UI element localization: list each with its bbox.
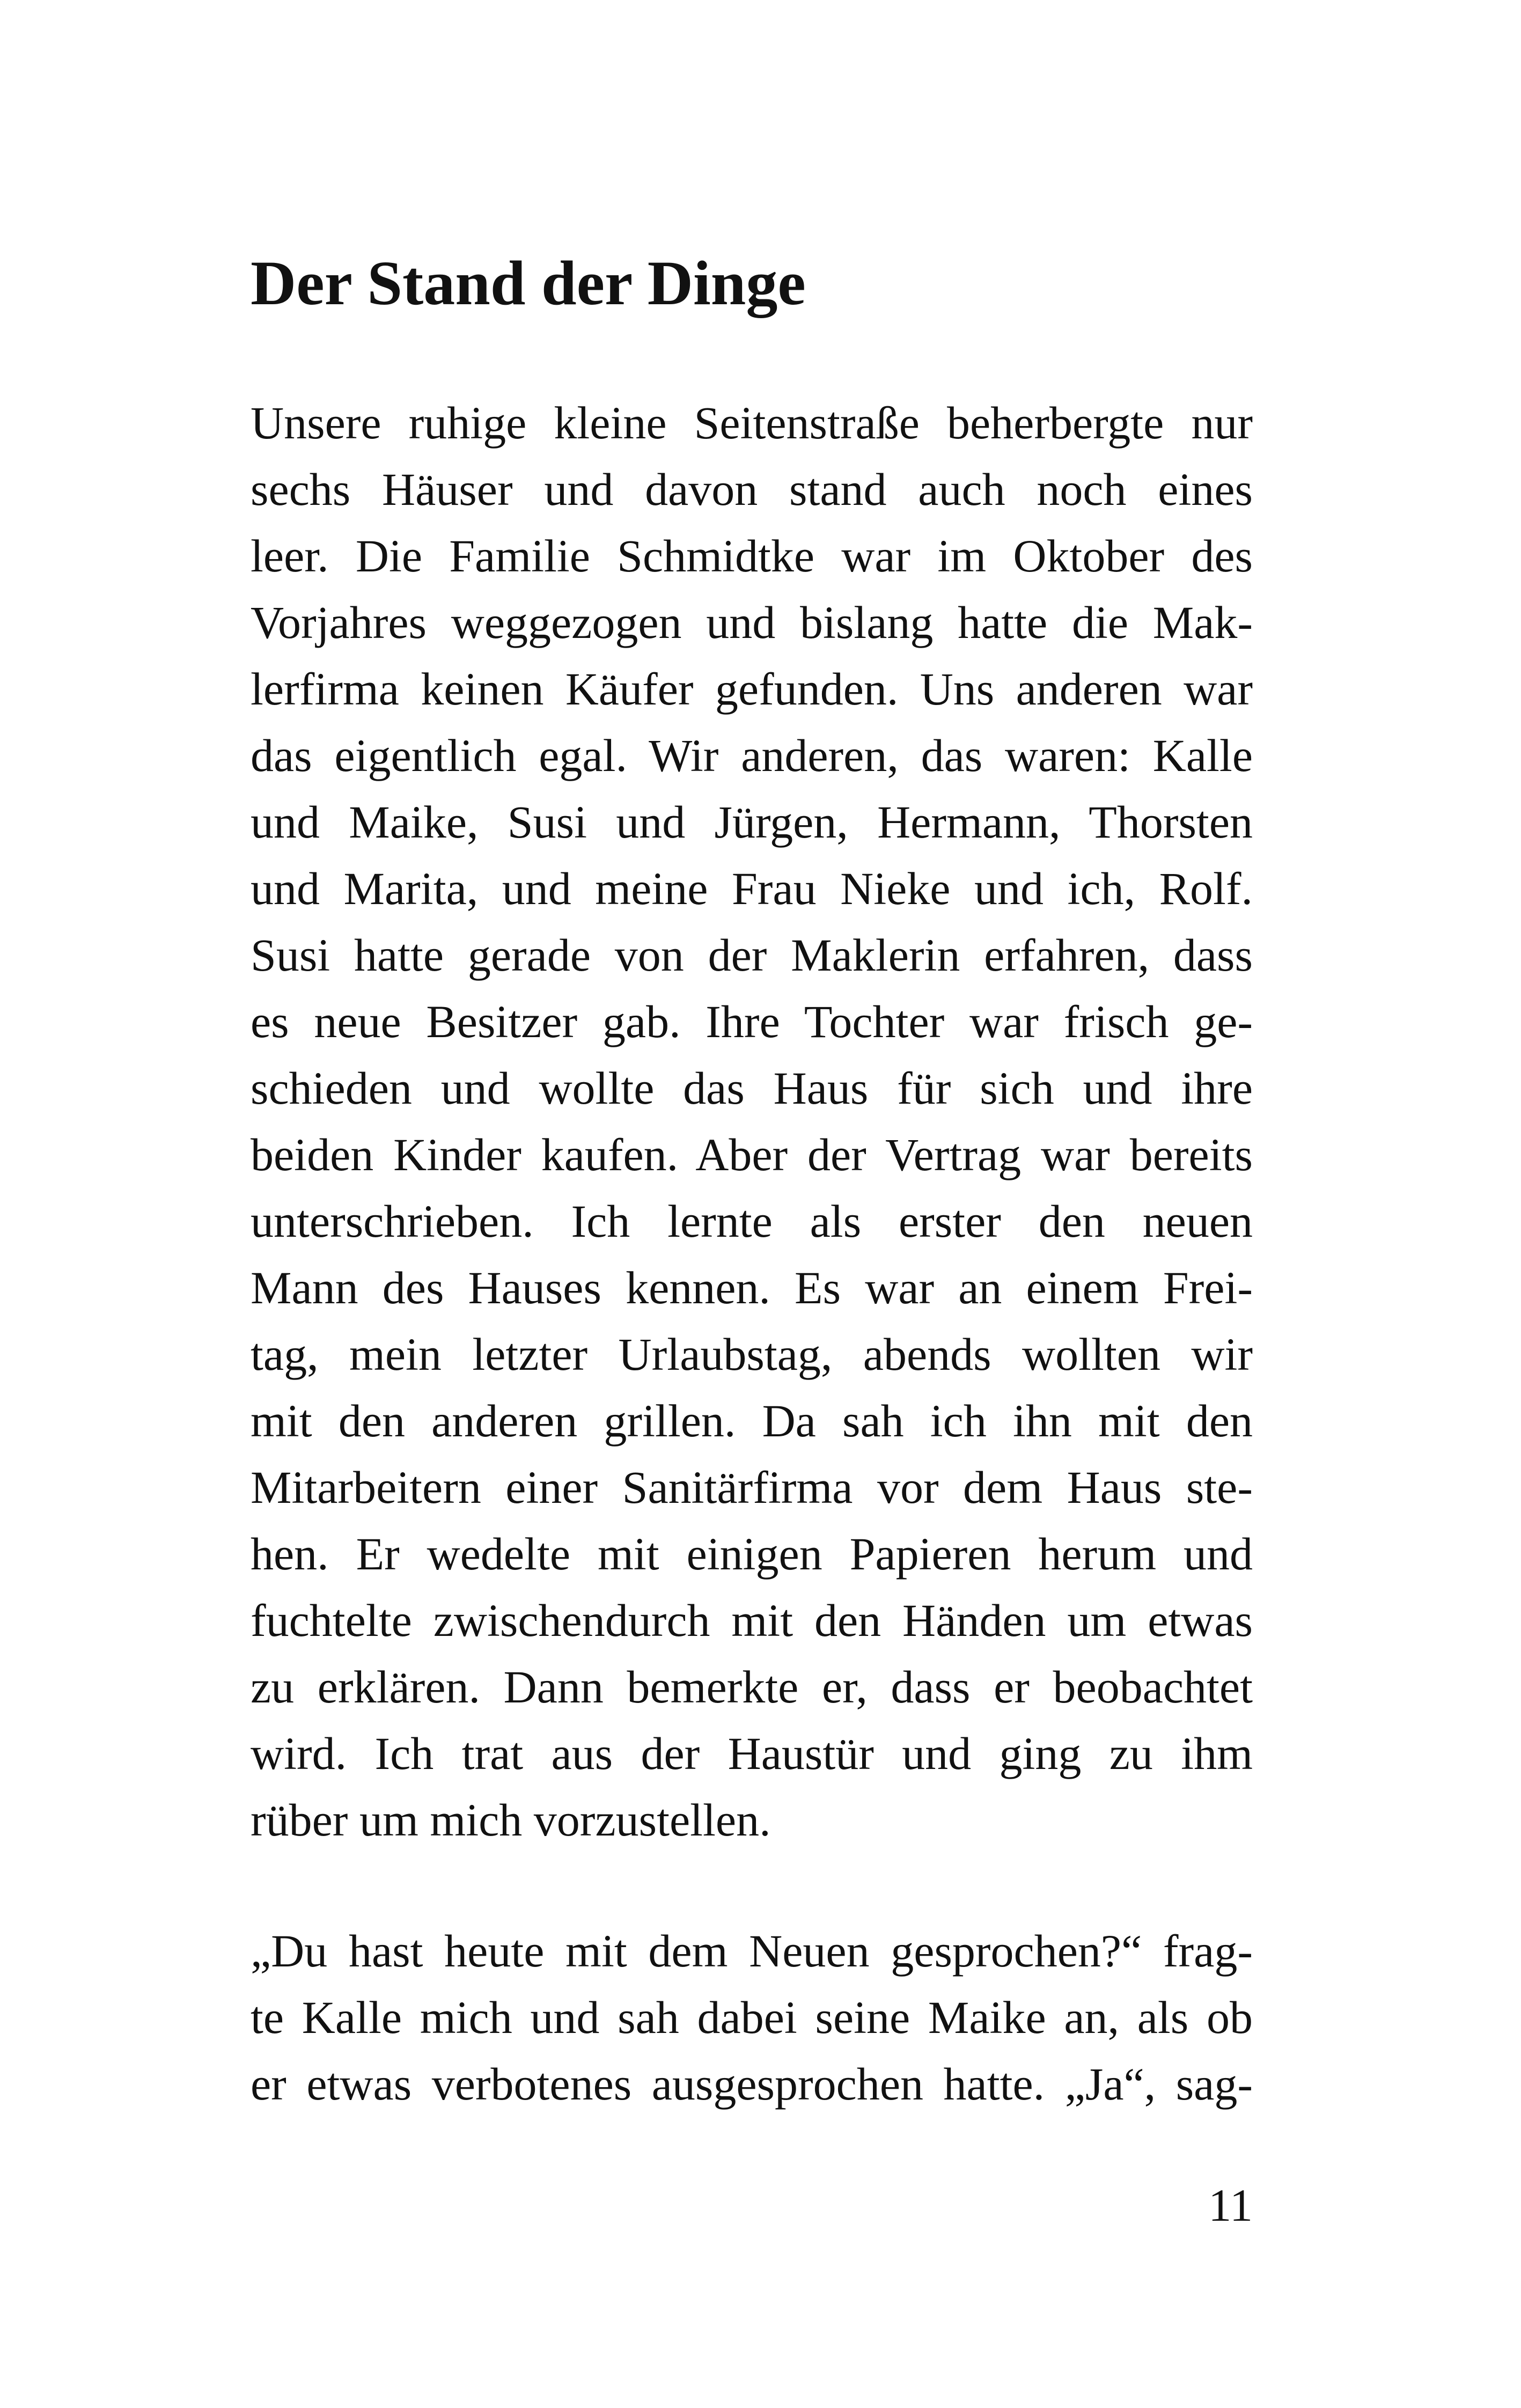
text-line: Unsere ruhige kleine Seitenstraße beherbergte nur — [251, 397, 1253, 449]
text-line: mit den anderen grillen. Da sah ich ihn mit den — [251, 1395, 1253, 1447]
text-line: Vorjahres weggezogen und bislang hatte die Mak- — [251, 597, 1253, 648]
text-line: und Marita, und meine Frau Nieke und ich, Rolf. — [251, 863, 1253, 914]
text-line: te Kalle mich und sah dabei seine Maike an, als ob — [251, 1992, 1253, 2043]
text-line: zu erklären. Dann bemerkte er, dass er beobachtet — [251, 1661, 1253, 1713]
text-line: „Du hast heute mit dem Neuen gesprochen?“ frag- — [251, 1925, 1253, 1977]
chapter-title: Der Stand der Dinge — [251, 248, 806, 318]
text-line: sechs Häuser und davon stand auch noch eines — [251, 464, 1253, 515]
paragraph-2 — [251, 1918, 1253, 2117]
text-line: hen. Er wedelte mit einigen Papieren herum und — [251, 1528, 1253, 1580]
text-line: er etwas verbotenes ausgesprochen hatte. „Ja“, sag- — [251, 2058, 1253, 2110]
text-line: schieden und wollte das Haus für sich und ihre — [251, 1062, 1253, 1114]
text-line: das eigentlich egal. Wir anderen, das waren: Kalle — [251, 730, 1253, 781]
text-line: unterschrieben. Ich lernte als erster den neuen — [251, 1195, 1253, 1247]
text-line: rüber um mich vorzustellen. — [251, 1794, 771, 1846]
text-line: Mann des Hauses kennen. Es war an einem Frei- — [251, 1262, 1253, 1313]
text-line: Susi hatte gerade von der Maklerin erfahren, dass — [251, 929, 1253, 981]
text-line: Mitarbeitern einer Sanitärfirma vor dem Haus ste- — [251, 1462, 1253, 1513]
text-line: tag, mein letzter Urlaubstag, abends wollten wir — [251, 1328, 1253, 1380]
text-line: leer. Die Familie Schmidtke war im Oktober des — [251, 530, 1253, 582]
text-line: lerfirma keinen Käufer gefunden. Uns anderen war — [251, 663, 1253, 715]
text-line: und Maike, Susi und Jürgen, Hermann, Thorsten — [251, 796, 1253, 848]
text-line: wird. Ich trat aus der Haustür und ging zu ihm — [251, 1728, 1253, 1779]
page-number: 11 — [1208, 2179, 1253, 2231]
text-line: beiden Kinder kaufen. Aber der Vertrag war bereits — [251, 1129, 1253, 1180]
text-line: es neue Besitzer gab. Ihre Tochter war frisch ge- — [251, 996, 1253, 1047]
text-line: fuchtelte zwischendurch mit den Händen um etwas — [251, 1595, 1253, 1646]
paragraph-1 — [251, 390, 1253, 1853]
